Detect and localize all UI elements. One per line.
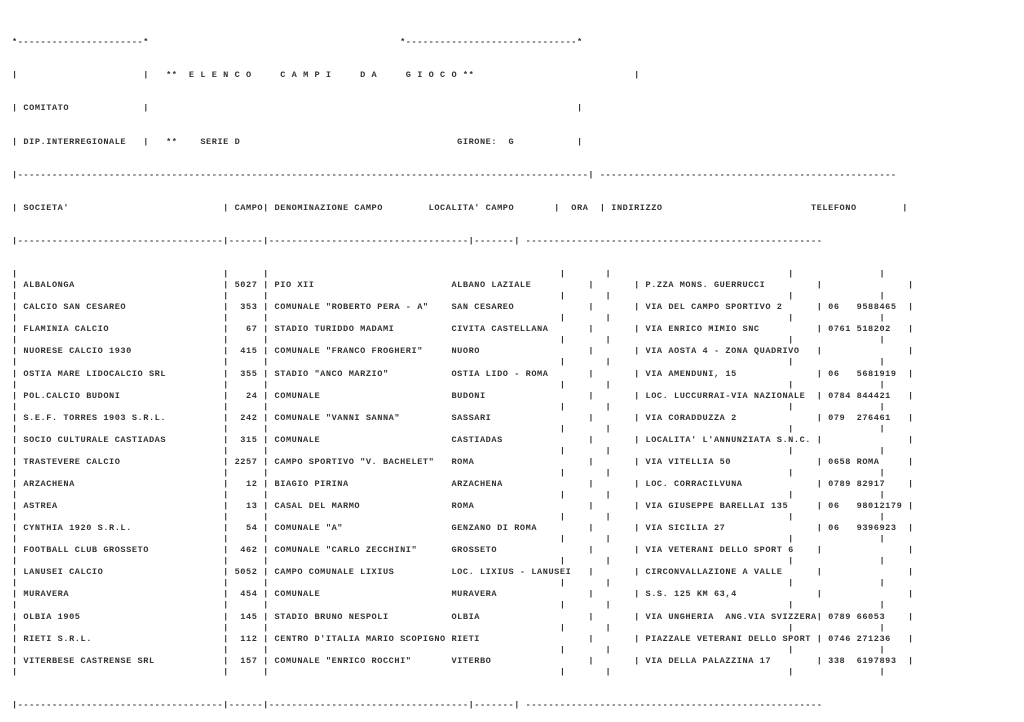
table-row: | NUORESE CALCIO 1930 | 415 | COMUNALE "FRANCO FROGHERI" NUORO | | VIA AOSTA 4 - ZONA QUADRIVO | |	[12, 346, 914, 357]
row-spacer: | | | | | | |	[12, 600, 886, 611]
committee-line: | COMITATO | |	[12, 103, 583, 114]
table-row: | ALBALONGA | 5027 | PIO XII ALBANO LAZIALE | | P.ZZA MONS. GUERRUCCI | |	[12, 280, 914, 291]
row-spacer: | | | | | | |	[12, 666, 886, 677]
row-spacer: | | | | | | |	[12, 379, 886, 390]
table-row: | POL.CALCIO BUDONI | 24 | COMUNALE BUDONI | | LOC. LUCCURRAI-VIA NAZIONALE | 0784 844421 |	[12, 390, 914, 401]
report-title: E L E N C O C A M P I D A G I O C O	[188, 70, 458, 81]
title-prefix: | | **	[12, 70, 189, 81]
table-row: | ARZACHENA | 12 | BIAGIO PIRINA ARZACHENA | | LOC. CORRACILVUNA | 0789 82917 |	[12, 478, 914, 489]
row-spacer: | | | | | | |	[12, 423, 886, 434]
title-line	[12, 70, 914, 81]
table-row: | S.E.F. TORRES 1903 S.R.L. | 242 | COMUNALE "VANNI SANNA" SASSARI | | VIA CORADDUZZA 2 | 079 276461 |	[12, 412, 914, 423]
campi-da-gioco-report	[12, 15, 914, 722]
table-row: | LANUSEI CALCIO | 5052 | CAMPO COMUNALE LIXIUS LOC. LIXIUS - LANUSEI | | CIRCONVALLAZIONE A VALLE | |	[12, 567, 914, 578]
row-spacer: | | | | | | |	[12, 578, 886, 589]
row-spacer: | | | | | | |	[12, 313, 886, 324]
table-row: | TRASTEVERE CALCIO | 2257 | CAMPO SPORTIVO "V. BACHELET" ROMA | | VIA VITELLIA 50 | 0658 ROMA |	[12, 456, 914, 467]
row-spacer: | | | | | | |	[12, 335, 886, 346]
row-spacer: | | | | | | |	[12, 269, 886, 280]
row-spacer: | | | | | | |	[12, 291, 886, 302]
table-row: | SOCIO CULTURALE CASTIADAS | 315 | COMUNALE CASTIADAS | | LOCALITA' L'ANNUNZIATA S.N.C. | |	[12, 434, 914, 445]
table-row: | CALCIO SAN CESAREO | 353 | COMUNALE "ROBERTO PERA - A" SAN CESAREO | | VIA DEL CAMPO SPORTIVO 2 | 06 9588465 |	[12, 302, 914, 313]
table-row: | MURAVERA | 454 | COMUNALE MURAVERA | | S.S. 125 KM 63,4 | |	[12, 589, 914, 600]
rule-header: |------------------------------------|------|-----------------------------------|-------| ----------------------------------------------------	[12, 235, 823, 246]
table-row: | OLBIA 1905 | 145 | STADIO BRUNO NESPOLI OLBIA | | VIA UNGHERIA ANG.VIA SVIZZERA| 0789 66053 |	[12, 611, 914, 622]
row-spacer: | | | | | | |	[12, 556, 886, 567]
row-spacer: | | | | | | |	[12, 445, 886, 456]
title-suffix: ** |	[457, 70, 640, 81]
row-spacer: | | | | | | |	[12, 357, 886, 368]
row-spacer: | | | | | | |	[12, 512, 886, 523]
row-spacer: | | | | | | |	[12, 401, 886, 412]
title-box-top: *----------------------* *------------------------------*	[12, 37, 583, 48]
rule-bottom: |------------------------------------|------|-----------------------------------|-------| ----------------------------------------------------	[12, 699, 823, 710]
table-row: | FLAMINIA CALCIO | 67 | STADIO TURIDDO MADAMI CIVITA CASTELLANA | | VIA ENRICO MIMIO SNC | 0761 518202 |	[12, 324, 914, 335]
series-line: | DIP.INTERREGIONALE | ** SERIE D GIRONE: G |	[12, 136, 583, 147]
row-spacer: | | | | | | |	[12, 622, 886, 633]
row-spacer: | | | | | | |	[12, 534, 886, 545]
row-spacer: | | | | | | |	[12, 490, 886, 501]
table-row: | FOOTBALL CLUB GROSSETO | 462 | COMUNALE "CARLO ZECCHINI" GROSSETO | | VIA VETERANI DELLO SPORT 6 | |	[12, 545, 914, 556]
rule-top: |----------------------------------------------------------------------------------------------------| ----------------------------------------------------	[12, 169, 897, 180]
table-row: | CYNTHIA 1920 S.R.L. | 54 | COMUNALE "A" GENZANO DI ROMA | | VIA SICILIA 27 | 06 9396923 |	[12, 523, 914, 534]
row-spacer: | | | | | | |	[12, 467, 886, 478]
row-spacer: | | | | | | |	[12, 644, 886, 655]
fields-table-body	[12, 269, 914, 678]
table-row: | VITERBESE CASTRENSE SRL | 157 | COMUNALE "ENRICO ROCCHI" VITERBO | | VIA DELLA PALAZZINA 17 | 338 6197893 |	[12, 655, 914, 666]
table-row: | ASTREA | 13 | CASAL DEL MARMO ROMA | | VIA GIUSEPPE BARELLAI 135 | 06 98012179 |	[12, 501, 914, 512]
column-header-row: | SOCIETA' | CAMPO| DENOMINAZIONE CAMPO LOCALITA' CAMPO | ORA | INDIRIZZO TELEFONO |	[12, 202, 909, 213]
table-row: | RIETI S.R.L. | 112 | CENTRO D'ITALIA MARIO SCOPIGNO RIETI | | PIAZZALE VETERANI DELLO SPORT | 0746 271236 |	[12, 633, 914, 644]
table-row: | OSTIA MARE LIDOCALCIO SRL | 355 | STADIO "ANCO MARZIO" OSTIA LIDO - ROMA | | VIA AMENDUNI, 15 | 06 5681919 |	[12, 368, 914, 379]
